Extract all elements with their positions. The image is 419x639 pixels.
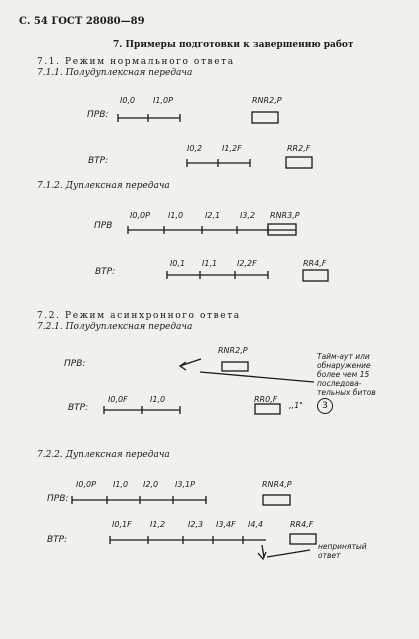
d2-prv-event: I0,0P [130,211,150,220]
d1-prv-event: I0,0 [120,96,136,105]
heading-7-2-2: 7.2.2. Дуплексная передача [37,450,170,460]
circled-number: 3 [317,398,333,414]
d3-timeout-note: Тайм-аут или обнаружение более чем 15 последова-тельных битов [317,352,376,397]
d2-prv-event: RNR3,P [270,211,300,220]
d4-prv-event: I0,0P [76,480,96,489]
d2-vtr-event: I0,1 [170,259,186,268]
d3-quote: ,,1" [289,401,303,410]
d2-prv-event: I1,0 [168,211,184,220]
d2-prv-event: I2,1 [205,211,221,220]
d4-prv-event: I3,1P [175,480,195,489]
d1-vtr-event: I1,2F [222,144,242,153]
d4-vtr-event: I2,3 [188,520,204,529]
d4-vtr-event: I1,2 [150,520,166,529]
d2-prv-event: I3,2 [240,211,256,220]
d3-prv-label: ПРВ: [64,359,86,369]
heading-7-1-2: 7.1.2. Дуплексная передача [37,181,170,191]
d4-prv-label: ПРВ: [47,494,69,504]
d2-vtr-event: RR4,F [303,259,327,268]
d4-prv-event: RNR4,P [262,480,292,489]
d4-unaccepted-note: непринятый ответ [318,542,367,560]
d1-prv-event: RNR2,P [252,96,282,105]
d1-vtr-event: RR2,F [287,144,311,153]
d3-vtr-event: RR0,F [254,395,278,404]
heading-7-1: 7.1. Режим нормального ответа [37,57,235,67]
heading-7-1-1: 7.1.1. Полудуплексная передача [37,68,193,78]
section-title: 7. Примеры подготовки к завершению работ [113,40,354,50]
d3-vtr-label: ВТР: [68,403,89,413]
d2-vtr-event: I2,2F [237,259,257,268]
d4-prv-event: I2,0 [143,480,159,489]
d2-vtr-label: ВТР: [95,267,116,277]
d4-vtr-event: I3,4F [216,520,236,529]
d4-vtr-event: I4,4 [248,520,264,529]
d2-vtr-event: I1,1 [202,259,218,268]
d4-vtr-label: ВТР: [47,535,68,545]
d3-vtr-event: I0,0F [108,395,128,404]
d1-prv-event: I1,0P [153,96,173,105]
d4-vtr-event: I0,1F [112,520,132,529]
heading-7-2: 7.2. Режим асинхронного ответа [37,311,241,321]
d3-prv-event: RNR2,P [218,346,248,355]
page-header: С. 54 ГОСТ 28080—89 [19,16,145,27]
heading-7-2-1: 7.2.1. Полудуплексная передача [37,322,193,332]
d1-vtr-event: I0,2 [187,144,203,153]
d4-vtr-event: RR4,F [290,520,314,529]
d3-vtr-event: I1,0 [150,395,166,404]
d1-prv-label: ПРВ: [87,110,109,120]
d1-vtr-label: ВТР: [88,156,109,166]
d4-prv-event: I1,0 [113,480,129,489]
d2-prv-label: ПРВ [94,221,113,231]
